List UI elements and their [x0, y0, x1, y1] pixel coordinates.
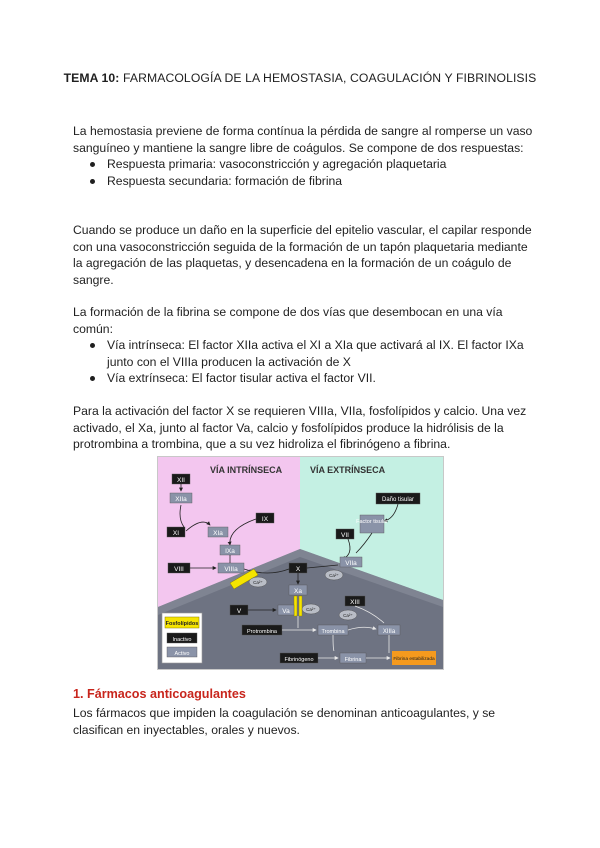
- page-title: [60, 69, 540, 87]
- factor-ixa-label: IXa: [225, 548, 235, 555]
- factor-xiiia-label: XIIIa: [382, 629, 396, 635]
- calcium-label-1: Ca²⁺: [253, 580, 263, 585]
- intrinsic-pathway-title: VÍA INTRÍNSECA: [210, 465, 283, 475]
- calcium-label-3: Ca²⁺: [306, 607, 316, 612]
- anticoagulants-section: [73, 705, 535, 738]
- list-item: Vía intrínseca: El factor XIIa activa el XI a XIa que activará al IX. El factor IXa junto con el VIIIa producen la activación de X: [73, 337, 535, 370]
- phospholipid-bar-1: [294, 596, 297, 616]
- title-text: FARMACOLOGÍA DE LA HEMOSTASIA, COAGULACIÓN Y FIBRINOLISIS: [119, 71, 537, 85]
- factor-x-label: X: [295, 566, 301, 573]
- factor-ix-label: IX: [261, 516, 269, 523]
- tissue-damage-label: Daño tisular: [381, 497, 415, 503]
- factor-xa-label: Xa: [294, 588, 302, 595]
- fibrin-label: Fibrina: [344, 657, 362, 663]
- coagulation-cascade-figure: [157, 456, 444, 670]
- damage-paragraph: Cuando se produce un daño en la superficie del epitelio vascular, el capilar responde con una vasoconstricción seguida de la formación de un tapón plaquetaria mediante la agregación de las plaquetas, y desencadena en la formación de un coágulo de sangre.: [73, 223, 532, 287]
- list-item: Vía extrínseca: El factor tisular activa el factor VII.: [73, 370, 535, 387]
- intro-paragraph: La hemostasia previene de forma contínua la pérdida de sangre al romperse un vaso sanguíneo y mantiene la sangre libre de coágulos. Se compone de dos respuestas:: [73, 124, 533, 155]
- fibrin-section: [73, 304, 535, 387]
- factor-xiii-label: XIII: [350, 599, 360, 606]
- factor-va-label: Va: [282, 608, 290, 615]
- factor-viii-label: VIII: [174, 566, 184, 573]
- section-heading-anticoagulants: 1. Fármacos anticoagulantes: [73, 687, 246, 701]
- tissue-factor-label: Factor tisular: [356, 519, 388, 525]
- calcium-label-2: Ca²⁺: [329, 573, 339, 578]
- activation-paragraph: Para la activación del factor X se requieren VIIIa, VIIa, fosfolípidos y calcio. Una vez activado, el Xa, junto al factor Va, calcio y fosfolípidos produce la hidrólisis de la protrombina a trombina, que a su vez hidroliza el fibrinógeno a fibrina.: [73, 404, 527, 452]
- factor-xia-label: XIa: [213, 530, 223, 537]
- legend-phospholipid-label: Fosfolípidos: [165, 621, 199, 627]
- legend-inactive-label: Inactivo: [172, 637, 192, 643]
- anticoagulants-paragraph: Los fármacos que impiden la coagulación se denominan anticoagulantes, y se clasifican en inyectables, orales y nuevos.: [73, 706, 496, 737]
- cascade-diagram: [158, 457, 443, 669]
- intro-section: [73, 123, 535, 189]
- phospholipid-bar-2: [299, 596, 302, 616]
- extrinsic-pathway-title: VÍA EXTRÍNSECA: [310, 465, 386, 475]
- factor-v-label: V: [236, 608, 242, 615]
- pathway-list: [73, 337, 535, 387]
- fibrin-paragraph: La formación de la fibrina se compone de dos vías que desembocan en una vía común:: [73, 305, 503, 336]
- prothrombin-label: Protrombina: [247, 629, 277, 635]
- fibrinogen-label: Fibrinógeno: [284, 657, 314, 663]
- calcium-label-4: Ca²⁺: [343, 613, 353, 618]
- factor-viiia-label: VIIIa: [224, 566, 238, 573]
- list-item: Respuesta primaria: vasoconstricción y agregación plaquetaria: [73, 156, 535, 173]
- stabilized-fibrin-label: Fibrina estabilizada: [393, 657, 435, 662]
- list-item: Respuesta secundaria: formación de fibrina: [73, 173, 535, 190]
- factor-xi-label: XI: [172, 530, 180, 537]
- damage-section: [73, 222, 535, 288]
- response-list: [73, 156, 535, 189]
- factor-vii-label: VII: [341, 532, 349, 539]
- thrombin-label: Trombina: [321, 629, 345, 635]
- activation-section: [73, 403, 535, 453]
- legend-active-label: Activo: [174, 651, 190, 657]
- title-prefix: TEMA 10:: [63, 71, 120, 85]
- factor-xiia-label: XIIa: [175, 496, 187, 503]
- factor-xii-label: XII: [177, 477, 185, 484]
- factor-viia-label: VIIa: [345, 560, 357, 567]
